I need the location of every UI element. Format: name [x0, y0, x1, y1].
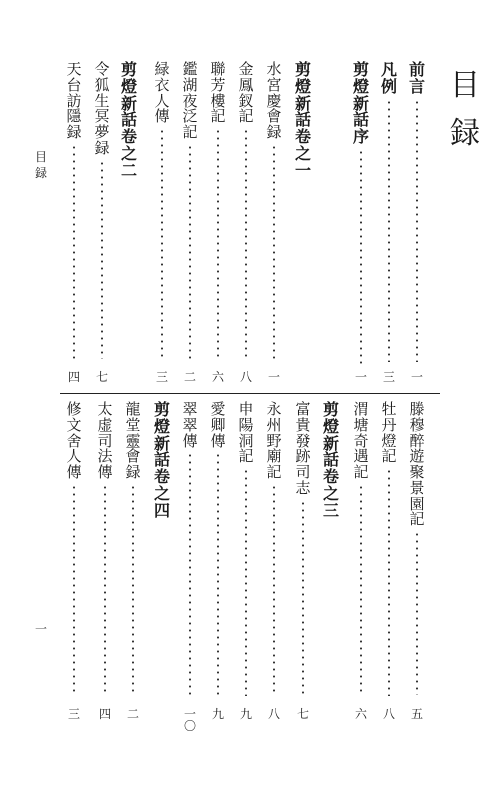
- leader-dots: [73, 144, 75, 359]
- toc-entry-title: 渭 塘 奇 遇 記: [353, 400, 369, 481]
- toc-entry: [94, 402, 116, 722]
- leader-dots: [104, 484, 106, 696]
- section-divider: [60, 393, 440, 394]
- toc-entry-title: 永 州 野 廟 記: [266, 400, 282, 481]
- toc-volume-heading: [151, 402, 173, 722]
- toc-page-number: 一 〇: [183, 707, 196, 733]
- leader-dots: [273, 484, 275, 696]
- leader-dots: [388, 99, 390, 362]
- toc-entry-title: 鑑 湖 夜 泛 記: [182, 60, 198, 141]
- toc-page-number: 六: [211, 370, 224, 384]
- toc-page-number: 三: [155, 370, 168, 384]
- toc-page-number: 七: [296, 707, 309, 721]
- toc-volume-heading: [378, 62, 400, 385]
- toc-entry-title: 前 言: [408, 60, 425, 96]
- toc-volume-heading: [292, 62, 314, 385]
- toc-page-number: 二: [183, 370, 196, 384]
- toc-entry-title: 聯 芳 樓 記: [210, 60, 226, 126]
- toc-entry: [207, 402, 229, 722]
- leader-dots: [73, 484, 75, 696]
- toc-entry-title: 金 鳳 釵 記: [238, 60, 254, 126]
- leader-dots: [360, 484, 362, 696]
- toc-entry: [292, 402, 314, 722]
- toc-page-number: 四: [67, 370, 80, 384]
- toc-page-number: 三: [67, 707, 80, 721]
- leader-dots: [101, 160, 103, 359]
- toc-entry-title: 剪 燈 新 話 卷 之 三: [322, 400, 339, 520]
- toc-entry: [151, 62, 173, 385]
- running-head: 目録: [34, 150, 47, 180]
- toc-entry: [350, 402, 372, 722]
- toc-entry: [63, 62, 85, 385]
- toc-page-number: 九: [211, 707, 224, 721]
- toc-page-number: 一: [410, 370, 423, 384]
- leader-dots: [217, 128, 219, 359]
- toc-entry-title: 剪 燈 新 話 卷 之 一: [294, 60, 311, 180]
- leader-dots: [273, 144, 275, 359]
- toc-entry-title: 天 台 訪 隱 録: [66, 60, 82, 141]
- toc-page-number: 八: [267, 707, 280, 721]
- toc-entry-title: 申 陽 洞 記: [238, 400, 254, 466]
- leader-dots: [388, 468, 390, 696]
- leader-dots: [217, 452, 219, 696]
- toc-entry-title: 凡 例: [380, 60, 397, 96]
- leader-dots: [416, 99, 418, 362]
- toc-entry-title: 剪 燈 新 話 序: [352, 60, 369, 147]
- toc-entry-title: 滕 穆 醉 遊 聚 景 園 記: [409, 400, 425, 529]
- toc-entry-title: 令 狐 生 冥 夢 録: [94, 60, 110, 157]
- toc-entry-title: 太 虚 司 法 傳: [97, 400, 113, 481]
- toc-page-number: 九: [239, 707, 252, 721]
- toc-entry: [91, 62, 113, 385]
- toc-entry-title: 剪 燈 新 話 卷 之 四: [153, 400, 170, 520]
- toc-entry: [179, 400, 201, 733]
- toc-entry-title: 剪 燈 新 話 卷 之 二: [120, 60, 137, 180]
- page-folio: 一: [34, 622, 47, 636]
- toc-page-number: 六: [354, 707, 367, 721]
- toc-page-number: 八: [239, 370, 252, 384]
- leader-dots: [302, 500, 304, 696]
- leader-dots: [189, 452, 191, 696]
- toc-entry: [235, 402, 257, 722]
- toc-entry-title: 龍 堂 靈 會 録: [125, 400, 141, 481]
- toc-entry-title: 水 宮 慶 會 録: [266, 60, 282, 141]
- leader-dots: [360, 149, 362, 364]
- toc-entry: [63, 402, 85, 722]
- toc-page-number: 八: [382, 707, 395, 721]
- toc-page-number: 一: [354, 370, 367, 384]
- toc-volume-heading: [320, 402, 342, 722]
- toc-volume-heading: [118, 62, 140, 385]
- toc-entry: [378, 402, 400, 722]
- toc-entry: [406, 402, 428, 722]
- page-title: 目録: [450, 68, 480, 151]
- leader-dots: [416, 531, 418, 695]
- toc-page-number: 三: [382, 370, 395, 384]
- toc-volume-heading: [406, 62, 428, 385]
- toc-page-number: 一: [267, 370, 280, 384]
- toc-entry: [263, 62, 285, 385]
- toc-entry: [235, 62, 257, 385]
- toc-entry-title: 愛 卿 傳: [210, 400, 226, 450]
- toc-page-number: 七: [95, 370, 108, 384]
- leader-dots: [245, 468, 247, 696]
- leader-dots: [245, 128, 247, 359]
- toc-entry-title: 緑 衣 人 傳: [154, 60, 170, 126]
- leader-dots: [189, 144, 191, 359]
- leader-dots: [161, 128, 163, 359]
- toc-page-number: 四: [98, 707, 111, 721]
- toc-entry: [179, 62, 201, 385]
- toc-entry-title: 富 貴 發 跡 司 志: [295, 400, 311, 497]
- toc-page-number: 二: [126, 707, 139, 721]
- toc-volume-heading: [350, 62, 372, 385]
- toc-page-number: 五: [410, 707, 423, 721]
- toc-entry: [207, 62, 229, 385]
- toc-entry-title: 翠 翠 傳: [182, 400, 198, 450]
- toc-entry: [122, 402, 144, 722]
- toc-entry: [263, 402, 285, 722]
- leader-dots: [132, 484, 134, 696]
- toc-entry-title: 修 文 舍 人 傳: [66, 400, 82, 481]
- toc-entry-title: 牡 丹 燈 記: [381, 400, 397, 466]
